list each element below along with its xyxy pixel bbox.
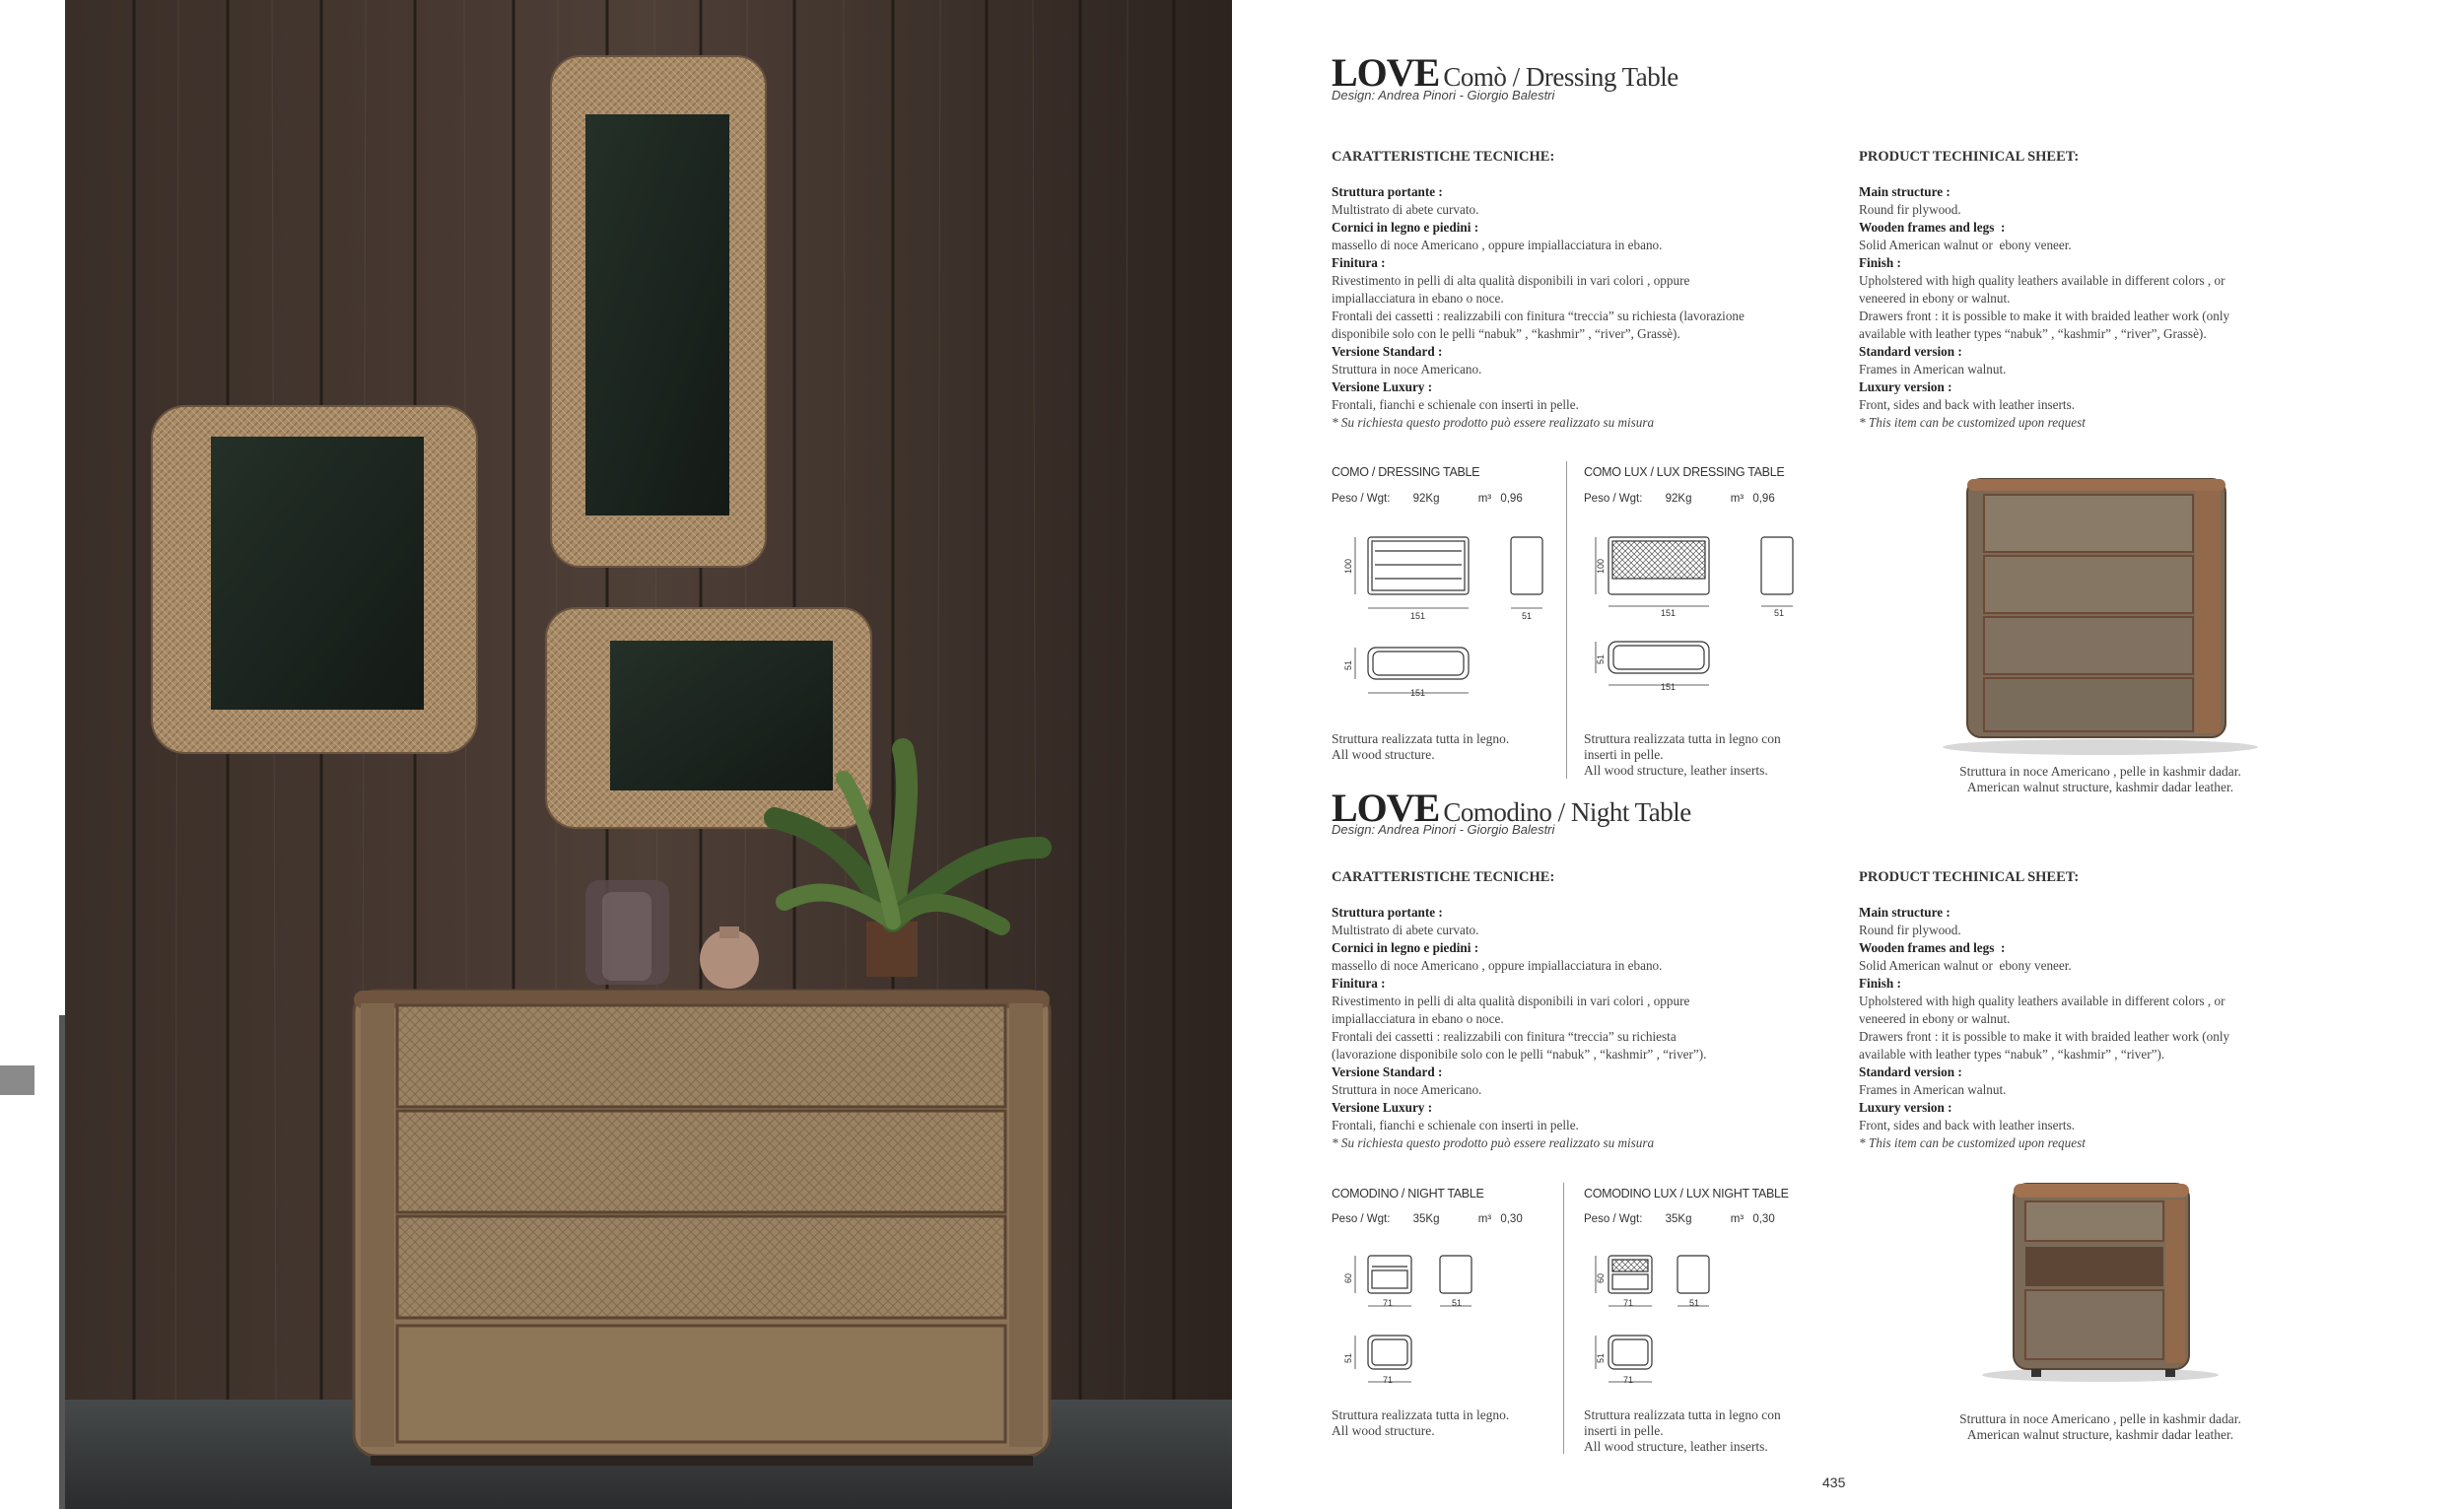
spec-line: Finish : bbox=[1859, 976, 1901, 991]
spec-line: Versione Standard : bbox=[1332, 344, 1443, 359]
depth-dim: 51 bbox=[1689, 1298, 1700, 1308]
spec-line: Wooden frames and legs : bbox=[1859, 940, 2006, 955]
spec-line: Main structure : bbox=[1859, 184, 1951, 199]
spec-line: Solid American walnut or ebony veneer. bbox=[1859, 958, 2072, 973]
spec-line: Cornici in legno e piedini : bbox=[1332, 220, 1479, 235]
spec-line: Struttura in noce Americano. bbox=[1332, 1082, 1482, 1097]
spec-line: Wooden frames and legs : bbox=[1859, 220, 2006, 235]
weight-value: 92Kg bbox=[1412, 493, 1440, 505]
width-dim-plan: 151 bbox=[1410, 688, 1426, 698]
spec-line: Solid American walnut or ebony veneer. bbox=[1859, 238, 2072, 252]
spec-line: Finish : bbox=[1859, 255, 1901, 270]
depth-dim-plan: 51 bbox=[1343, 1352, 1353, 1363]
spec-line: Frontali dei cassetti : realizzabili con finitura “treccia” su richiesta bbox=[1332, 1029, 1677, 1044]
designer-credit: Design: Andrea Pinori - Giorgio Balestri bbox=[1332, 822, 1555, 837]
en-spec-list bbox=[1859, 183, 2361, 432]
spec-line: Multistrato di abete curvato. bbox=[1332, 923, 1479, 937]
spec-line: available with leather types “nabuk” , “kashmir” , “river”). bbox=[1859, 1047, 2165, 1062]
en-spec-list bbox=[1859, 904, 2361, 1152]
spec-line: * This item can be customized upon request bbox=[1859, 1135, 2086, 1150]
it-spec-list bbox=[1332, 183, 1834, 432]
render-caption: Struttura in noce Americano , pelle in kashmir dadar. American walnut structure, kashmir dadar leather. bbox=[1959, 764, 2241, 794]
designer-credit: Design: Andrea Pinori - Giorgio Balestri bbox=[1332, 88, 1555, 103]
lifestyle-photo bbox=[65, 0, 1232, 1509]
spec-line: impiallacciatura in ebano o noce. bbox=[1332, 291, 1504, 306]
structure-note: Struttura realizzata tutta in legno. All wood structure. bbox=[1332, 731, 1510, 762]
spec-line: massello di noce Americano , oppure impiallacciatura in ebano. bbox=[1332, 238, 1663, 252]
lux-night-table-drawing bbox=[1584, 1247, 1820, 1395]
product-name: Comò / Dressing Table bbox=[1443, 62, 1678, 92]
spec-line: Drawers front : it is possible to make it with braided leather work (only bbox=[1859, 309, 2230, 323]
height-dim: 60 bbox=[1343, 1272, 1353, 1283]
spec-line: Round fir plywood. bbox=[1859, 923, 1961, 937]
variant-divider bbox=[1563, 1183, 1564, 1454]
spec-line: Cornici in legno e piedini : bbox=[1332, 940, 1479, 955]
spec-line: massello di noce Americano , oppure impiallacciatura in ebano. bbox=[1332, 958, 1663, 973]
spec-line: Struttura portante : bbox=[1332, 905, 1443, 920]
spec-line: Finitura : bbox=[1332, 255, 1386, 270]
spec-line: Rivestimento in pelli di alta qualità disponibili in vari colori , oppure bbox=[1332, 273, 1690, 288]
spec-line: Struttura portante : bbox=[1332, 184, 1443, 199]
spec-line: * Su richiesta questo prodotto può essere realizzato su misura bbox=[1332, 1135, 1655, 1150]
spec-line: Upholstered with high quality leathers available in different colors , or bbox=[1859, 273, 2225, 288]
width-dim: 151 bbox=[1410, 611, 1426, 621]
weight-label: Peso / Wgt: bbox=[1584, 493, 1643, 505]
spec-line: * Su richiesta questo prodotto può essere realizzato su misura bbox=[1332, 415, 1655, 430]
volume-label: m³ bbox=[1477, 493, 1492, 505]
lux-dressing-table-drawing bbox=[1584, 527, 1820, 705]
volume-value: 0,30 bbox=[1752, 1213, 1775, 1225]
dressing-table-render bbox=[1923, 463, 2278, 759]
volume-label: m³ bbox=[1477, 1213, 1492, 1225]
page-tab-marker bbox=[0, 1065, 34, 1095]
spec-line: Finitura : bbox=[1332, 976, 1386, 991]
variant-title: COMODINO LUX / LUX NIGHT TABLE bbox=[1584, 1187, 1789, 1200]
spec-line: impiallacciatura in ebano o noce. bbox=[1332, 1011, 1504, 1026]
spec-line: Struttura in noce Americano. bbox=[1332, 362, 1482, 377]
weight-volume bbox=[1584, 1213, 1775, 1225]
variant-divider bbox=[1566, 461, 1567, 779]
spec-line: Front, sides and back with leather inserts. bbox=[1859, 1118, 2076, 1132]
depth-dim: 51 bbox=[1774, 608, 1785, 618]
product-name: Comodino / Night Table bbox=[1443, 797, 1691, 827]
spec-line: veneered in ebony or walnut. bbox=[1859, 291, 2011, 306]
weight-value: 35Kg bbox=[1412, 1213, 1440, 1225]
render-caption: Struttura in noce Americano , pelle in kashmir dadar. American walnut structure, kashmir dadar leather. bbox=[1959, 1411, 2241, 1442]
weight-volume bbox=[1584, 493, 1775, 505]
spec-line: Frontali, fianchi e schienale con inserti in pelle. bbox=[1332, 397, 1579, 412]
width-dim-plan: 151 bbox=[1661, 682, 1677, 692]
structure-note: Struttura realizzata tutta in legno con inserti in pelle. All wood structure, leather inserts. bbox=[1584, 1407, 1781, 1454]
depth-dim: 51 bbox=[1452, 1298, 1463, 1308]
technical-sheet-page bbox=[1332, 0, 2464, 1509]
height-dim: 60 bbox=[1596, 1272, 1606, 1283]
width-dim: 151 bbox=[1661, 608, 1677, 618]
volume-label: m³ bbox=[1730, 1213, 1745, 1225]
dressing-table-drawing bbox=[1332, 527, 1568, 705]
height-dim: 100 bbox=[1596, 558, 1606, 574]
volume-label: m³ bbox=[1730, 493, 1745, 505]
spec-line: Luxury version : bbox=[1859, 379, 1952, 394]
volume-value: 0,96 bbox=[1752, 493, 1775, 505]
weight-value: 92Kg bbox=[1665, 493, 1692, 505]
variant-title: COMO LUX / LUX DRESSING TABLE bbox=[1584, 465, 1785, 479]
structure-note: Struttura realizzata tutta in legno. All wood structure. bbox=[1332, 1407, 1510, 1438]
spec-line: Frames in American walnut. bbox=[1859, 1082, 2007, 1097]
variant-title: COMODINO / NIGHT TABLE bbox=[1332, 1187, 1484, 1200]
en-spec-heading: PRODUCT TECHINICAL SHEET: bbox=[1859, 869, 2080, 885]
weight-label: Peso / Wgt: bbox=[1584, 1213, 1643, 1225]
spec-line: Versione Standard : bbox=[1332, 1064, 1443, 1079]
spec-line: Front, sides and back with leather inserts. bbox=[1859, 397, 2076, 412]
spec-line: Frontali dei cassetti : realizzabili con finitura “treccia” su richiesta (lavorazione bbox=[1332, 309, 1745, 323]
spec-line: Versione Luxury : bbox=[1332, 379, 1433, 394]
spec-line: available with leather types “nabuk” , “kashmir” , “river”, Grassè). bbox=[1859, 326, 2207, 341]
depth-dim-plan: 51 bbox=[1596, 1352, 1606, 1363]
spec-line: Drawers front : it is possible to make it with braided leather work (only bbox=[1859, 1029, 2230, 1044]
depth-dim: 51 bbox=[1522, 611, 1533, 621]
weight-volume bbox=[1332, 493, 1523, 505]
volume-value: 0,30 bbox=[1500, 1213, 1523, 1225]
weight-volume bbox=[1332, 1213, 1523, 1225]
spec-line: Standard version : bbox=[1859, 1064, 1962, 1079]
spec-line: Luxury version : bbox=[1859, 1100, 1952, 1115]
room-scene-illustration bbox=[65, 0, 1232, 1509]
spec-line: Frames in American walnut. bbox=[1859, 362, 2007, 377]
spec-line: Upholstered with high quality leathers available in different colors , or bbox=[1859, 994, 2225, 1008]
it-spec-heading: CARATTERISTICHE TECNICHE: bbox=[1332, 869, 1555, 885]
spec-line: Main structure : bbox=[1859, 905, 1951, 920]
brand-name: LOVE bbox=[1332, 50, 1440, 95]
night-table-drawing bbox=[1332, 1247, 1568, 1395]
weight-label: Peso / Wgt: bbox=[1332, 1213, 1391, 1225]
spec-line: disponibile solo con le pelli “nabuk” , “kashmir” , “river”, Grassè). bbox=[1332, 326, 1680, 341]
weight-label: Peso / Wgt: bbox=[1332, 493, 1391, 505]
spec-line: Rivestimento in pelli di alta qualità disponibili in vari colori , oppure bbox=[1332, 994, 1690, 1008]
brand-name: LOVE bbox=[1332, 786, 1440, 830]
spec-line: (lavorazione disponibile solo con le pelli “nabuk” , “kashmir” , “river”). bbox=[1332, 1047, 1707, 1062]
spec-line: Frontali, fianchi e schienale con inserti in pelle. bbox=[1332, 1118, 1579, 1132]
it-spec-heading: CARATTERISTICHE TECNICHE: bbox=[1332, 149, 1555, 165]
spec-line: Multistrato di abete curvato. bbox=[1332, 202, 1479, 217]
spec-line: veneered in ebony or walnut. bbox=[1859, 1011, 2011, 1026]
width-dim-plan: 71 bbox=[1383, 1375, 1394, 1385]
width-dim: 71 bbox=[1383, 1298, 1394, 1308]
spec-line: Standard version : bbox=[1859, 344, 1962, 359]
spec-line: * This item can be customized upon request bbox=[1859, 415, 2086, 430]
it-spec-list bbox=[1332, 904, 1834, 1152]
depth-dim-plan: 51 bbox=[1343, 659, 1353, 670]
depth-dim-plan: 51 bbox=[1596, 653, 1606, 664]
structure-note: Struttura realizzata tutta in legno con inserti in pelle. All wood structure, leather inserts. bbox=[1584, 731, 1781, 778]
height-dim: 100 bbox=[1343, 558, 1353, 574]
en-spec-heading: PRODUCT TECHINICAL SHEET: bbox=[1859, 149, 2080, 165]
width-dim: 71 bbox=[1623, 1298, 1634, 1308]
weight-value: 35Kg bbox=[1665, 1213, 1692, 1225]
variant-title: COMO / DRESSING TABLE bbox=[1332, 465, 1480, 479]
spec-line: Round fir plywood. bbox=[1859, 202, 1961, 217]
volume-value: 0,96 bbox=[1500, 493, 1523, 505]
spec-line: Versione Luxury : bbox=[1332, 1100, 1433, 1115]
night-table-render bbox=[1962, 1178, 2238, 1414]
page-number: 435 bbox=[1822, 1475, 1846, 1490]
width-dim-plan: 71 bbox=[1623, 1375, 1634, 1385]
